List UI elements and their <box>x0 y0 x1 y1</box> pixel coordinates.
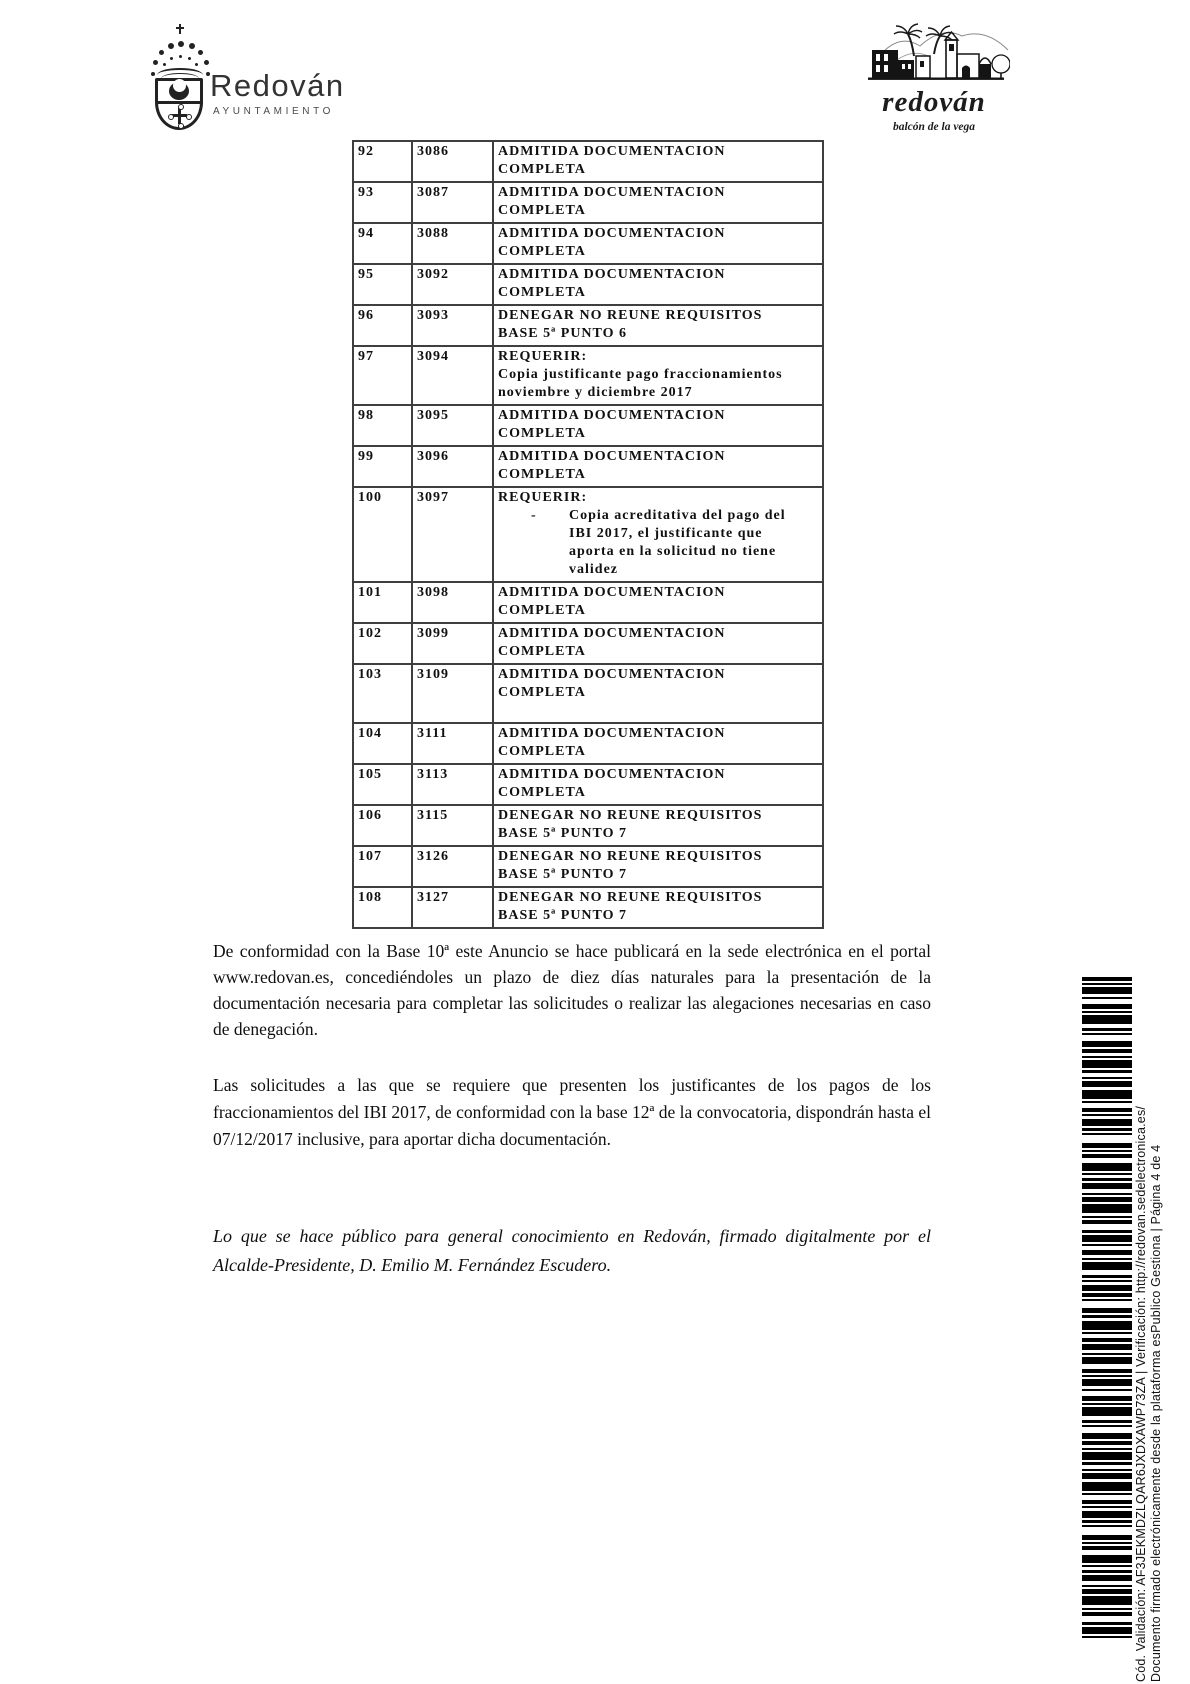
row-number-cell: 100 <box>353 487 412 582</box>
row-number-cell: 101 <box>353 582 412 623</box>
left-logo-title: Redován <box>210 68 345 103</box>
row-number-cell: 94 <box>353 223 412 264</box>
registro-cell: 3127 <box>412 887 493 928</box>
resolution-cell <box>493 805 823 846</box>
resolution-cell <box>493 846 823 887</box>
table-row <box>353 723 823 764</box>
bullet-line: IBI 2017, el justificante que <box>569 526 763 541</box>
resolution-line: COMPLETA <box>498 744 586 759</box>
registro-cell: 3111 <box>412 723 493 764</box>
table-row <box>353 346 823 405</box>
resolution-cell <box>493 623 823 664</box>
resolution-line: DENEGAR NO REUNE REQUISITOS <box>498 808 763 823</box>
row-number-cell: 92 <box>353 141 412 182</box>
row-number-cell: 106 <box>353 805 412 846</box>
registro-cell: 3115 <box>412 805 493 846</box>
applications-table <box>352 140 824 929</box>
row-number-cell: 95 <box>353 264 412 305</box>
resolution-line: BASE 5ª PUNTO 7 <box>498 826 628 841</box>
row-number-cell: 96 <box>353 305 412 346</box>
bullet-line: aporta en la solicitud no tiene <box>569 544 777 559</box>
registro-cell: 3097 <box>412 487 493 582</box>
bullet-line: Copia acreditativa del pago del <box>569 508 786 523</box>
resolution-line: COMPLETA <box>498 467 586 482</box>
table-row <box>353 764 823 805</box>
closing-statement: Lo que se hace público para general conocimiento en Redován, firmado digitalmente por el Alcalde-Presidente, D. Emilio M. Fernández Escudero. <box>213 1226 931 1275</box>
paragraph-publication: De conformidad con la Base 10ª este Anuncio se hace publicará en la sede electrónica en el portal www.redovan.es, concediéndoles un plazo de diez días naturales para la presentación de la documentación necesaria para completar las solicitudes o realizar las alegaciones necesarias en caso de denegación. <box>213 941 931 1039</box>
registro-cell: 3095 <box>412 405 493 446</box>
registro-cell: 3096 <box>412 446 493 487</box>
registro-cell: 3093 <box>412 305 493 346</box>
row-number-cell: 103 <box>353 664 412 723</box>
table-row <box>353 487 823 582</box>
resolution-cell <box>493 764 823 805</box>
resolution-line: COMPLETA <box>498 685 586 700</box>
registro-cell: 3094 <box>412 346 493 405</box>
resolution-cell <box>493 182 823 223</box>
bullet-dash: - <box>531 508 537 523</box>
right-logo-subtitle: balcón de la vega <box>892 121 976 133</box>
resolution-line: ADMITIDA DOCUMENTACION <box>498 185 726 200</box>
resolution-line: COMPLETA <box>498 162 586 177</box>
resolution-line: ADMITIDA DOCUMENTACION <box>498 667 726 682</box>
resolution-line: ADMITIDA DOCUMENTACION <box>498 144 726 159</box>
table-row <box>353 805 823 846</box>
bullet-line: validez <box>569 562 618 577</box>
resolution-line: REQUERIR: <box>498 490 588 505</box>
resolution-line: COMPLETA <box>498 603 586 618</box>
resolution-line <box>498 702 818 720</box>
paragraph-deadline: Las solicitudes a las que se requiere que presenten los justificantes de los pagos de los fraccionamientos del IBI 2017, de conformidad con la base 12ª de la convocatoria, dispondrán hasta el 07/12/2017 inclusive, para aportar dicha documentación. <box>213 1075 931 1149</box>
table-row <box>353 141 823 182</box>
village-illustration-icon <box>858 20 1010 86</box>
row-number-cell: 99 <box>353 446 412 487</box>
resolution-line: ADMITIDA DOCUMENTACION <box>498 626 726 641</box>
resolution-line: ADMITIDA DOCUMENTACION <box>498 449 726 464</box>
resolution-cell <box>493 305 823 346</box>
resolution-line: ADMITIDA DOCUMENTACION <box>498 267 726 282</box>
registro-cell: 3126 <box>412 846 493 887</box>
resolution-line: COMPLETA <box>498 785 586 800</box>
resolution-line: DENEGAR NO REUNE REQUISITOS <box>498 849 763 864</box>
bullet-item <box>531 507 818 579</box>
right-logo-title: redován <box>882 86 986 118</box>
resolution-line: REQUERIR: <box>498 349 588 364</box>
resolution-cell <box>493 223 823 264</box>
resolution-line: ADMITIDA DOCUMENTACION <box>498 585 726 600</box>
ayuntamiento-logo <box>142 22 357 130</box>
table-row <box>353 305 823 346</box>
table-row <box>353 582 823 623</box>
resolution-cell <box>493 264 823 305</box>
town-logo <box>858 20 1010 132</box>
registro-cell: 3092 <box>412 264 493 305</box>
resolution-cell <box>493 487 823 582</box>
bullet-text <box>569 507 818 579</box>
resolution-cell <box>493 582 823 623</box>
registro-cell: 3086 <box>412 141 493 182</box>
resolution-line: BASE 5ª PUNTO 7 <box>498 908 628 923</box>
resolution-line: COMPLETA <box>498 244 586 259</box>
resolution-cell <box>493 346 823 405</box>
table-row <box>353 664 823 723</box>
registro-cell: 3109 <box>412 664 493 723</box>
resolution-line: DENEGAR NO REUNE REQUISITOS <box>498 308 763 323</box>
registro-cell: 3098 <box>412 582 493 623</box>
document-signed-text: Documento firmado electrónicamente desde la plataforma esPublico Gestiona | Página 4 de 4 <box>1149 1144 1163 1682</box>
row-number-cell: 107 <box>353 846 412 887</box>
row-number-cell: 93 <box>353 182 412 223</box>
registro-cell: 3087 <box>412 182 493 223</box>
crown-cross-icon <box>179 24 181 34</box>
resolution-cell <box>493 887 823 928</box>
table-row <box>353 846 823 887</box>
row-number-cell: 105 <box>353 764 412 805</box>
table-row <box>353 182 823 223</box>
registro-cell: 3099 <box>412 623 493 664</box>
resolution-line: DENEGAR NO REUNE REQUISITOS <box>498 890 763 905</box>
resolution-line: COMPLETA <box>498 285 586 300</box>
table-row <box>353 887 823 928</box>
row-number-cell: 102 <box>353 623 412 664</box>
resolution-line: BASE 5ª PUNTO 6 <box>498 326 628 341</box>
row-number-cell: 98 <box>353 405 412 446</box>
registro-cell: 3088 <box>412 223 493 264</box>
resolution-line: ADMITIDA DOCUMENTACION <box>498 408 726 423</box>
resolution-cell <box>493 723 823 764</box>
resolution-line: BASE 5ª PUNTO 7 <box>498 867 628 882</box>
row-number-cell: 108 <box>353 887 412 928</box>
barcode <box>1082 977 1132 1640</box>
row-number-cell: 104 <box>353 723 412 764</box>
shield-icon <box>155 78 203 130</box>
left-logo-subtitle: AYUNTAMIENTO <box>213 106 334 117</box>
resolution-cell <box>493 446 823 487</box>
table-row <box>353 446 823 487</box>
table-row <box>353 623 823 664</box>
resolution-line: ADMITIDA DOCUMENTACION <box>498 767 726 782</box>
row-number-cell: 97 <box>353 346 412 405</box>
resolution-line: ADMITIDA DOCUMENTACION <box>498 226 726 241</box>
table-row <box>353 223 823 264</box>
resolution-cell <box>493 405 823 446</box>
resolution-line: ADMITIDA DOCUMENTACION <box>498 726 726 741</box>
resolution-cell <box>493 141 823 182</box>
registro-cell: 3113 <box>412 764 493 805</box>
signature-sidebar <box>1134 1070 1164 1682</box>
crest-icon <box>142 22 218 130</box>
resolution-cell <box>493 664 823 723</box>
resolution-line: noviembre y diciembre 2017 <box>498 385 693 400</box>
table-row <box>353 405 823 446</box>
table-row <box>353 264 823 305</box>
resolution-line: COMPLETA <box>498 203 586 218</box>
validation-code-text: Cód. Validación: AF3JEKMDZLQAR6JXDXAWP73ZA | Verificación: http://redovan.sedelectronica.es/ <box>1134 1105 1148 1682</box>
resolution-line: COMPLETA <box>498 644 586 659</box>
resolution-line: COMPLETA <box>498 426 586 441</box>
crescent-icon <box>169 82 189 100</box>
resolution-line: Copia justificante pago fraccionamientos <box>498 367 783 382</box>
